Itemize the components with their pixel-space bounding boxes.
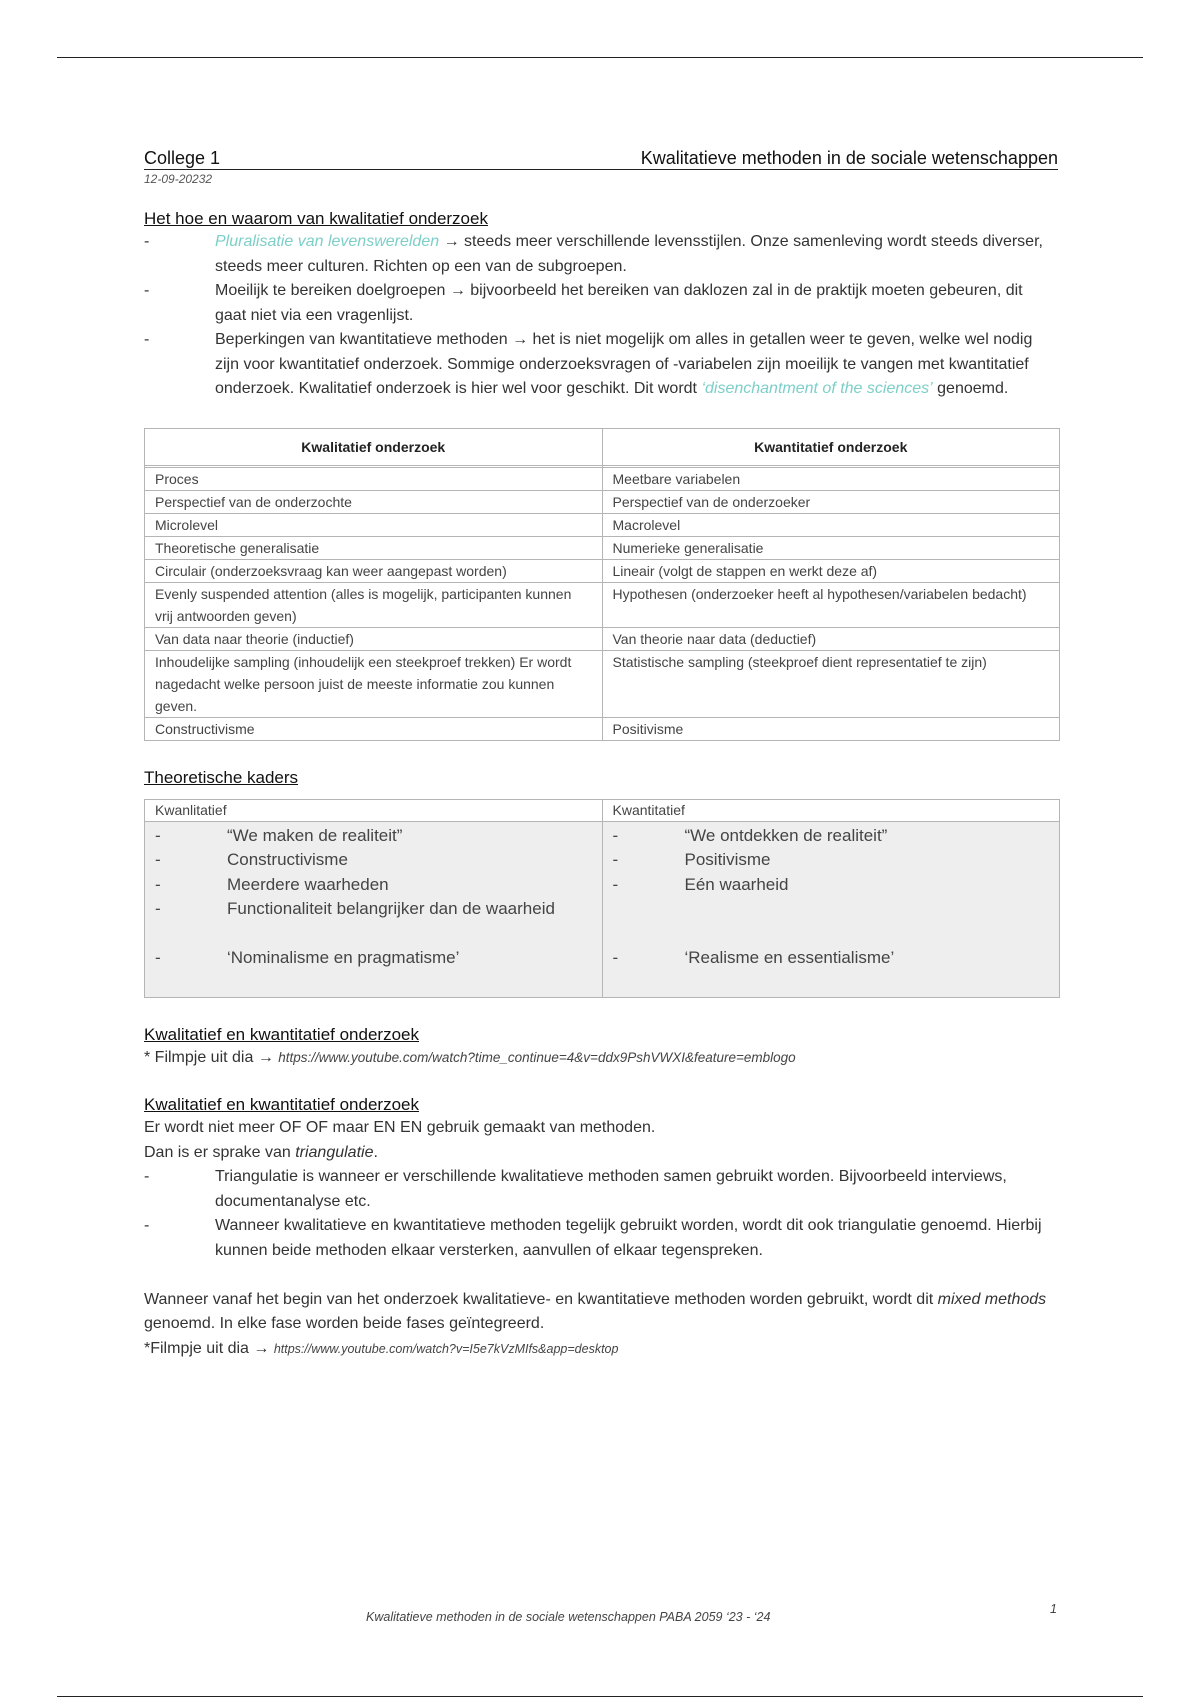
list-item-text: ‘Realisme en essentialisme’ — [684, 948, 895, 967]
list-item — [613, 824, 1050, 849]
video-prefix: * Filmpje uit dia → — [144, 1048, 279, 1066]
section-title-why: Het hoe en waarom van kwalitatief onderzoek — [144, 209, 488, 228]
video-link[interactable]: https://www.youtube.com/watch?time_continue=4&v=ddx9PshVWXI&feature=emblogo — [278, 1049, 796, 1065]
section-title-kaders: Theoretische kaders — [144, 767, 299, 787]
table-row — [145, 467, 1060, 490]
text: Wanneer vanaf het begin van het onderzoek kwalitatieve- en kwantitatieve methoden worden gebruikt, wordt dit — [144, 1290, 938, 1308]
bullet-text: → steeds meer verschillende levensstijlen. Onze samenleving wordt steeds diverser, steeds meer culturen. Richten op een van de subgroepen. — [215, 233, 1043, 275]
bullet-dash: - — [155, 850, 161, 869]
list-item — [613, 848, 1050, 873]
list-item — [613, 873, 1050, 898]
course-title: Kwalitatieve methoden in de sociale wetenschappen — [640, 148, 1058, 168]
table-cell: Circulair (onderzoeksvraag kan weer aangepast worden) — [145, 559, 603, 582]
list-item — [155, 848, 592, 873]
list-item — [155, 897, 592, 922]
bullet-dash: - — [612, 850, 619, 869]
highlight-term: Pluralisatie van levenswerelden — [215, 233, 440, 250]
bullet-dash: - — [155, 948, 161, 967]
text: . — [373, 1143, 378, 1161]
section-title-video: Kwalitatief en kwantitatief onderzoek — [144, 1024, 419, 1044]
list-item-text: Functionaliteit belangrijker dan de waarheid — [227, 899, 555, 918]
list-item — [144, 328, 1058, 402]
list-item — [155, 946, 592, 971]
table-row — [145, 717, 1060, 740]
list-item-text: “We ontdekken de realiteit” — [684, 825, 888, 845]
list-item-text: Positivisme — [684, 850, 771, 869]
comparison-table — [144, 428, 1060, 741]
table-cell: Macrolevel — [602, 513, 1060, 536]
document-page — [144, 147, 1058, 1361]
table-cell: Lineair (volgt de stappen en werkt deze af) — [602, 559, 1060, 582]
bullet-dash: - — [144, 331, 150, 348]
highlight-term: ‘disenchantment of the sciences’ — [701, 380, 933, 397]
bullet-dash: - — [155, 899, 161, 918]
video-link[interactable]: https://www.youtube.com/watch?v=I5e7kVzMIfs&app=desktop — [273, 1341, 619, 1356]
paragraph — [144, 1288, 1058, 1337]
text: Dan is er sprake van — [144, 1143, 296, 1161]
bullet-dash: - — [612, 948, 619, 967]
top-rule — [57, 57, 1143, 58]
table-cell: Van data naar theorie (inductief) — [145, 627, 603, 650]
left-list — [155, 824, 592, 971]
bullet-dash: - — [612, 825, 619, 845]
document-date: 12-09-20232 — [144, 172, 213, 186]
table-cell — [145, 821, 603, 997]
table-row — [145, 821, 1060, 997]
table-cell: Microlevel — [145, 513, 603, 536]
column-header-right: Kwantitatief — [602, 799, 1060, 821]
page-footer: Kwalitatieve methoden in de sociale wetenschappen PABA 2059 ‘23 - ‘24 — [366, 1610, 771, 1624]
italic-term: triangulatie — [295, 1143, 374, 1161]
column-header-kwalitatief: Kwalitatief onderzoek — [145, 428, 603, 465]
bullet-dash: - — [144, 1168, 150, 1185]
table-cell: Statistische sampling (steekproef dient representatief te zijn) — [602, 650, 1060, 717]
table-row — [145, 490, 1060, 513]
list-item-text: Meerdere waarheden — [227, 874, 389, 894]
list-item-text: “We maken de realiteit” — [227, 825, 403, 845]
video-line — [144, 1337, 1058, 1362]
list-item — [613, 946, 1050, 971]
bullet-text: Wanneer kwalitatieve en kwantitatieve methoden tegelijk gebruikt worden, wordt dit ook triangulatie genoemd. Hierbij kunnen beide methoden elkaar versterken, aanvullen of elkaar tegenspreken. — [215, 1217, 1042, 1259]
list-item — [144, 230, 1058, 279]
table-cell: Van theorie naar data (deductief) — [602, 627, 1060, 650]
table-cell: Hypothesen (onderzoeker heeft al hypothesen/variabelen bedacht) — [602, 582, 1060, 627]
table-header-row — [145, 428, 1060, 465]
table-row — [145, 582, 1060, 627]
list-item-text: Constructivisme — [227, 850, 348, 869]
table-cell: Theoretische generalisatie — [145, 536, 603, 559]
bullet-dash: - — [144, 233, 150, 250]
list-item-text: ‘Nominalisme en pragmatisme’ — [227, 948, 460, 967]
bullet-dash: - — [144, 1217, 150, 1234]
section-title-triangulatie: Kwalitatief en kwantitatief onderzoek — [144, 1095, 419, 1114]
bullet-dash: - — [155, 874, 161, 894]
column-header-left: Kwanlitatief — [145, 799, 603, 821]
table-cell: Numerieke generalisatie — [602, 536, 1060, 559]
bullet-text: Beperkingen van kwantitatieve methoden → het is niet mogelijk om alles in getallen weer te geven, welke wel nodig zijn voor kwantitatief onderzoek. Sommige onderzoeksvragen of -variabelen zijn moeilijk te vangen met kwantitatief onderzoek. Kwalitatief onderzoek is hier wel voor geschikt. Dit wordt — [215, 331, 1033, 397]
table-row — [145, 650, 1060, 717]
list-item — [155, 873, 592, 898]
table-row — [145, 559, 1060, 582]
document-header — [144, 147, 1058, 170]
video-prefix: *Filmpje uit dia → — [144, 1339, 274, 1357]
table-cell: Inhoudelijke sampling (inhoudelijk een steekproef trekken) Er wordt nagedacht welke persoon juist de meeste informatie zou kunnen geven. — [145, 650, 603, 717]
video-line — [144, 1046, 1058, 1071]
bullet-text: genoemd. — [932, 380, 1009, 397]
table-cell: Positivisme — [602, 717, 1060, 740]
paragraph — [144, 1141, 1058, 1166]
bullet-dash: - — [155, 825, 161, 845]
table-cell: Proces — [145, 467, 603, 490]
list-item — [144, 279, 1058, 328]
kaders-table — [144, 799, 1060, 998]
bottom-rule — [57, 1696, 1143, 1697]
list-item — [155, 824, 592, 849]
why-bullet-list — [144, 230, 1058, 402]
table-cell — [602, 821, 1060, 997]
table-row — [145, 536, 1060, 559]
table-cell: Meetbare variabelen — [602, 467, 1060, 490]
bullet-text: Triangulatie is wanneer er verschillende kwalitatieve methoden samen gebruikt worden. Bijvoorbeeld interviews, documentanalyse etc. — [215, 1168, 1007, 1210]
bullet-text: Moeilijk te bereiken doelgroepen → bijvoorbeeld het bereiken van daklozen zal in de praktijk moeten gebeuren, dit gaat niet via een vragenlijst. — [215, 282, 1023, 324]
list-item — [144, 1165, 1058, 1214]
college-title: College 1 — [144, 148, 221, 168]
table-cell: Evenly suspended attention (alles is mogelijk, participanten kunnen vrij antwoorden geven) — [145, 582, 603, 627]
table-row — [145, 513, 1060, 536]
paragraph: Er wordt niet meer OF OF maar EN EN gebruik gemaakt van methoden. — [144, 1119, 656, 1136]
list-item-text: Eén waarheid — [684, 874, 789, 894]
text: genoemd. In elke fase worden beide fases geïntegreerd. — [144, 1315, 545, 1332]
table-cell: Perspectief van de onderzochte — [145, 490, 603, 513]
list-item — [144, 1214, 1058, 1263]
table-cell: Constructivisme — [145, 717, 603, 740]
triangulatie-bullet-list — [144, 1165, 1058, 1263]
table-row — [145, 627, 1060, 650]
page-number: 1 — [1050, 1602, 1057, 1616]
italic-term: mixed methods — [937, 1290, 1047, 1308]
column-header-kwantitatief: Kwantitatief onderzoek — [602, 428, 1060, 465]
bullet-dash: - — [612, 874, 619, 894]
table-cell: Perspectief van de onderzoeker — [602, 490, 1060, 513]
table-header-row — [145, 799, 1060, 821]
bullet-dash: - — [144, 282, 150, 299]
right-list — [613, 824, 1050, 971]
